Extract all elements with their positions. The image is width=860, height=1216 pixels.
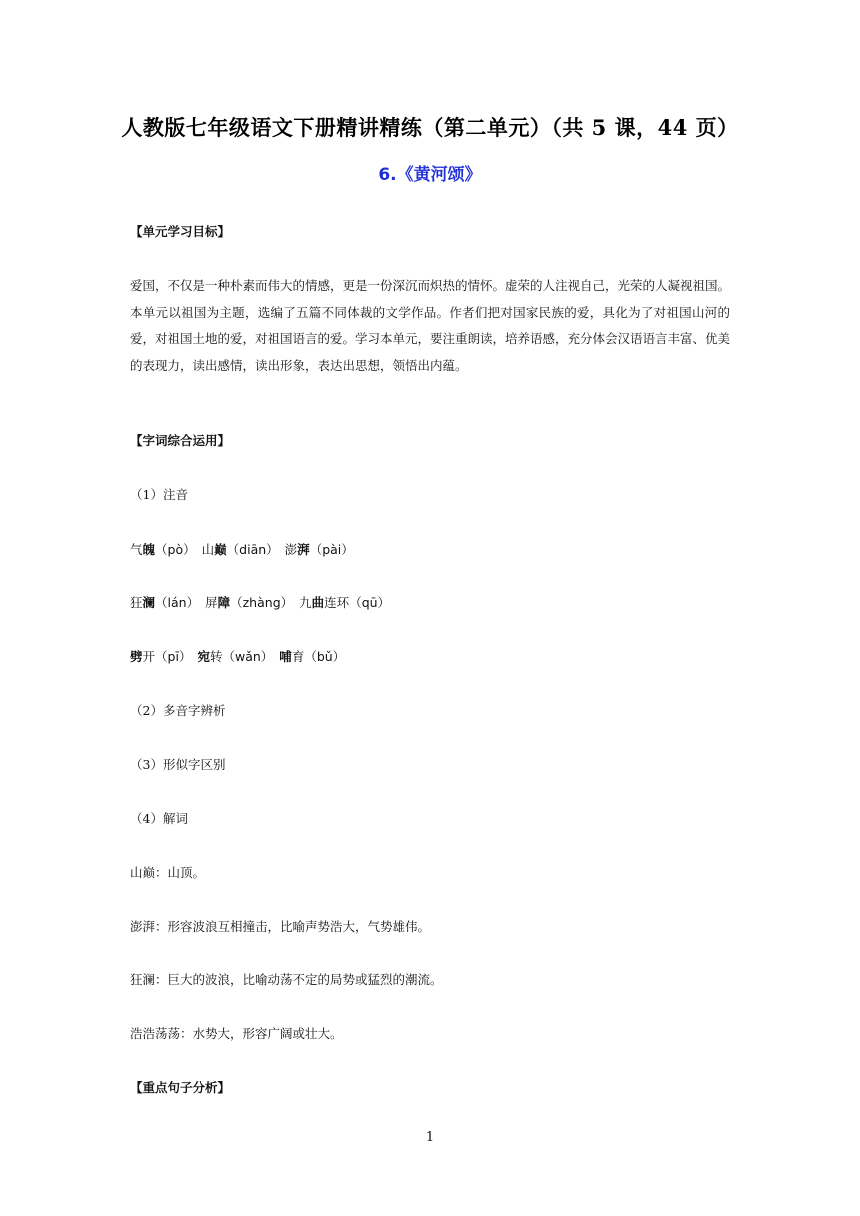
pinyin-word-prefix: 气 (130, 542, 143, 557)
pinyin-word-suffix: 连环 (324, 595, 350, 610)
pinyin-item (130, 649, 191, 664)
unit-goal-paragraph: 爱国，不仅是一种朴素而伟大的情感，更是一份深沉而炽热的情怀。虚荣的人注视自己，光荣的人凝视祖国。本单元以祖国为主题，选编了五篇不同体裁的文学作品。作者们把对国家民族的爱，具化为了对祖国山河的爱，对祖国土地的爱，对祖国语言的爱。学习本单元，要注重朗读，培养语感，充分体会汉语语言丰富、优美的表现力，读出感情，读出形象，表达出思想，领悟出内蕴。 (130, 278, 731, 373)
pinyin-word-prefix: 澎 (284, 542, 298, 557)
pinyin-target-char: 障 (217, 595, 231, 610)
pinyin-item (205, 595, 293, 610)
pinyin-item (197, 649, 273, 664)
explanation-item: 狂澜：巨大的波浪，比喻动荡不定的局势或猛烈的潮流。 (130, 972, 443, 987)
pinyin-reading: （bǔ） (304, 649, 346, 664)
pinyin-word-prefix: 九 (299, 595, 312, 610)
pinyin-reading: （zhàng） (230, 595, 294, 610)
pinyin-target-char: 劈 (130, 649, 143, 664)
pinyin-reading: （pò） (155, 542, 196, 557)
pinyin-item (202, 542, 279, 557)
unit-goal-heading: 【单元学习目标】 (130, 224, 231, 239)
pinyin-item (130, 542, 196, 557)
pinyin-word-suffix: 育 (291, 649, 305, 664)
explanation-item: 山巅：山顶。 (130, 865, 206, 880)
pinyin-reading: （qū） (349, 595, 391, 610)
pinyin-reading: （wǎn） (222, 649, 274, 664)
pinyin-heading: （1）注音 (130, 487, 188, 502)
pinyin-target-char: 曲 (311, 595, 325, 610)
explanation-item: 浩浩荡荡：水势大，形容广阔或壮大。 (130, 1026, 343, 1041)
pinyin-row (130, 593, 730, 613)
pinyin-word-prefix: 屏 (205, 595, 218, 610)
pinyin-row (130, 647, 730, 667)
page-number: 1 (425, 1130, 435, 1145)
similar-char-heading: （3）形似字区别 (130, 757, 226, 772)
polyphone-heading: （2）多音字辨析 (130, 703, 226, 718)
pinyin-target-char: 哺 (279, 649, 292, 664)
pinyin-item (285, 542, 354, 557)
pinyin-reading: （pī） (155, 649, 192, 664)
word-explain-heading: （4）解词 (130, 811, 188, 826)
pinyin-item (279, 649, 345, 664)
pinyin-target-char: 宛 (197, 649, 210, 664)
explanation-item: 澎湃：形容波浪互相撞击，比喻声势浩大，气势雄伟。 (130, 919, 431, 934)
document-title: 人教版七年级语文下册精讲精练（第二单元）（共 5 课，44 页） (121, 115, 739, 140)
pinyin-target-char: 巅 (214, 542, 227, 557)
pinyin-word-suffix: 转 (209, 649, 223, 664)
vocab-heading: 【字词综合运用】 (130, 433, 231, 448)
pinyin-item (130, 595, 199, 610)
pinyin-reading: （pài） (309, 542, 354, 557)
pinyin-item (299, 595, 390, 610)
key-sentence-heading: 【重点句子分析】 (130, 1080, 231, 1095)
pinyin-row (130, 540, 730, 560)
pinyin-reading: （diān） (226, 542, 279, 557)
pinyin-target-char: 澜 (142, 595, 156, 610)
pinyin-reading: （lán） (155, 595, 200, 610)
pinyin-target-char: 魄 (142, 542, 156, 557)
pinyin-target-char: 湃 (297, 542, 310, 557)
lesson-title: 6.《黄河颂》 (378, 165, 482, 185)
pinyin-word-prefix: 狂 (130, 595, 143, 610)
pinyin-word-prefix: 山 (201, 542, 215, 557)
pinyin-word-suffix: 开 (142, 649, 156, 664)
